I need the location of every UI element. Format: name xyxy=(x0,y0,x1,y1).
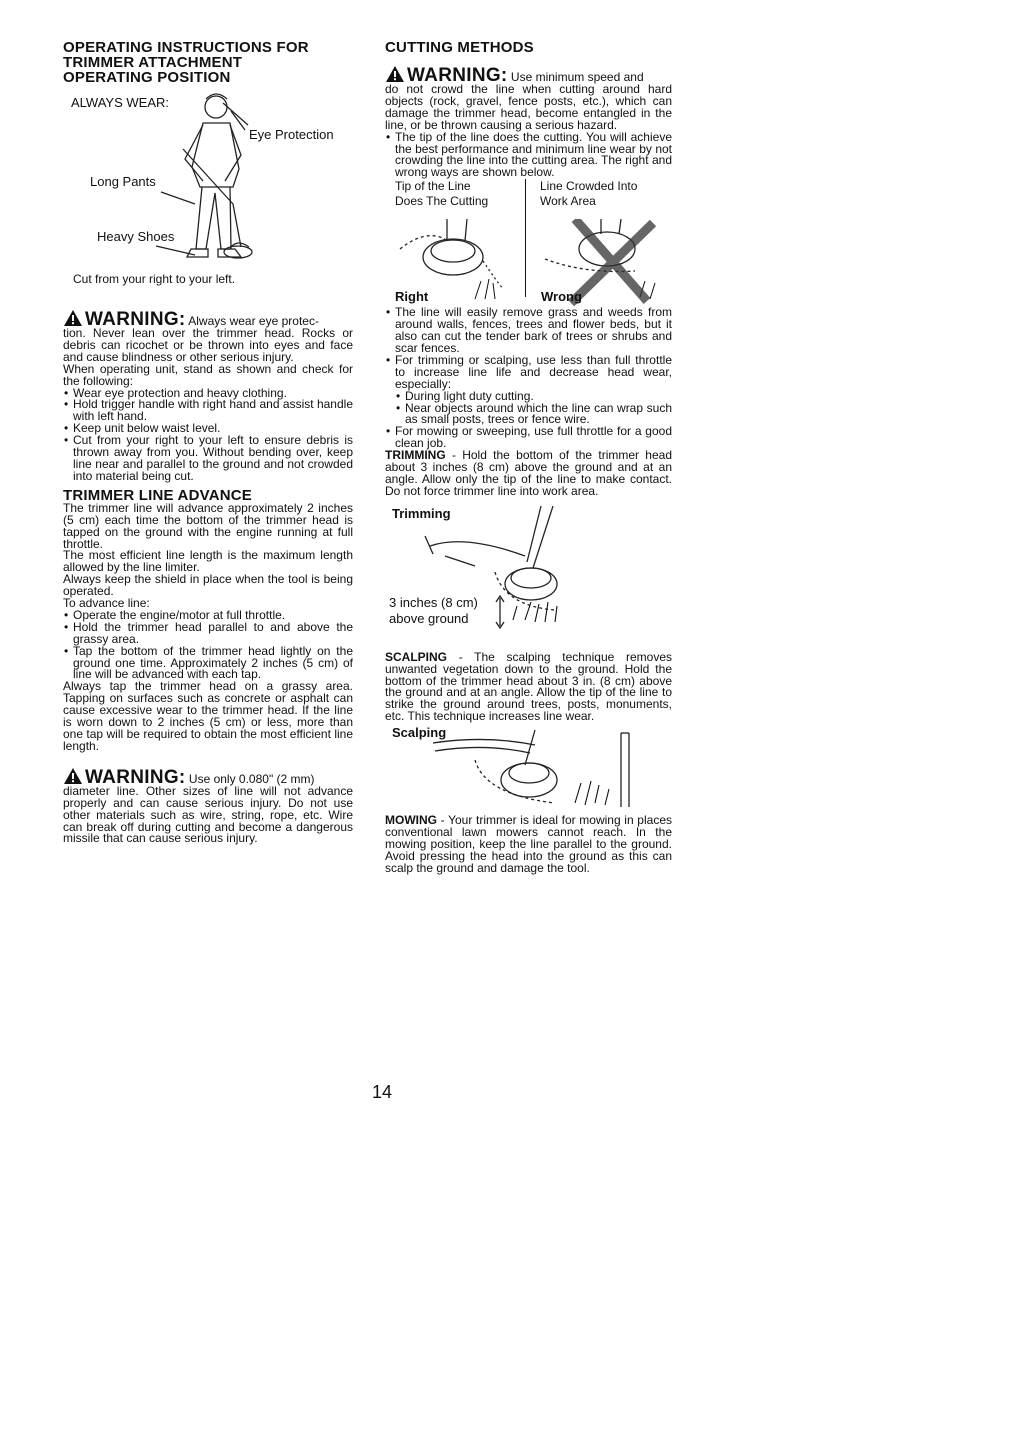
cutting-methods-heading: CUTTING METHODS xyxy=(385,39,534,56)
figure-caption: Cut from your right to your left. xyxy=(73,272,236,286)
warning-triangle-icon xyxy=(385,65,405,83)
trimming-figure xyxy=(385,506,672,646)
section-title-line-1: OPERATING INSTRUCTIONS FOR xyxy=(63,39,309,56)
operating-position-figure xyxy=(63,89,353,287)
line-advance-paragraph: To advance line: xyxy=(63,596,150,611)
list-item: • Operate the engine/motor at full throttle. xyxy=(63,610,353,622)
line-size-warning-block xyxy=(63,767,353,846)
scalping-term: SCALPING xyxy=(385,649,448,664)
line-advance-paragraph: The most efficient line length is the maximum length allowed by the line limiter. xyxy=(63,548,353,575)
list-item: • During light duty cutting. xyxy=(395,391,672,403)
warning-label: WARNING: xyxy=(407,65,508,86)
operating-checklist xyxy=(63,385,353,483)
list-item: • Hold trigger handle with right hand and assist handle with left hand. xyxy=(63,399,353,423)
warning-label: WARNING: xyxy=(85,766,186,788)
list-item: • For trimming or scalping, use less than full throttle to increase line life and decrease head wear, especially: xyxy=(385,355,672,391)
line-advance-steps xyxy=(63,607,353,682)
trimming-paragraph xyxy=(385,450,672,498)
warning-lead-text: Use only 0.080" (2 mm) xyxy=(188,771,315,786)
trimming-term: TRIMMING xyxy=(385,448,446,463)
list-item: • Cut from your right to your left to ensure debris is thrown away from you. Without bending over, keep line near and parallel to the ground and not crowded into material being cut. xyxy=(63,435,353,483)
warning-body: do not crowd the line when cutting around hard objects (rock, gravel, fence posts, etc.), which can damage the trimmer head, become entangled in the line, or be thrown causing a serious hazard. xyxy=(385,82,672,132)
mowing-bullet xyxy=(385,426,672,450)
long-pants-label: Long Pants xyxy=(90,174,156,189)
list-item: • Wear eye protection and heavy clothing. xyxy=(63,388,353,400)
right-wrong-figure xyxy=(385,219,672,307)
trimming-height-label-2: above ground xyxy=(389,610,469,626)
warning-lead-text: Always wear eye protec- xyxy=(188,314,319,328)
trimming-height-label-1: 3 inches (8 cm) xyxy=(389,594,478,610)
right-wrong-labels xyxy=(385,179,672,219)
mowing-paragraph xyxy=(385,815,672,875)
list-item: • For mowing or sweeping, use full throttle for a good clean job. xyxy=(385,426,672,450)
wrong-way-label-1: Line Crowded Into xyxy=(540,179,638,194)
cutting-bullets xyxy=(385,307,672,390)
operator-illustration xyxy=(63,89,353,287)
line-advance-paragraph: The trimmer line will advance approximately 2 inches (5 cm) each time the bottom of the trimmer head is tapped on the ground with the engine running at full throttle. xyxy=(63,500,353,551)
cutting-warning-block xyxy=(385,65,672,132)
warning-body: tion. Never lean over the trimmer head. Rocks or debris can ricochet or be thrown into eyes and face and cause blindness or other serious injury. xyxy=(63,326,353,364)
scalping-figure-title: Scalping xyxy=(392,725,447,741)
tip-bullet-list xyxy=(385,129,672,180)
trimming-figure-title: Trimming xyxy=(392,505,451,521)
mowing-text: - Your trimmer is ideal for mowing in places conventional lawn mowers cannot reach. In the mowing position, keep the line parallel to the ground. Avoid pressing the head into the ground as this can scalp the ground and damage the tool. xyxy=(385,813,672,875)
wrong-label: Wrong xyxy=(541,289,582,305)
list-item: • Near objects around which the line can wrap such as small posts, trees or fence wire. xyxy=(395,403,672,427)
heavy-shoes-label: Heavy Shoes xyxy=(97,229,175,244)
scalping-paragraph xyxy=(385,649,672,724)
scalping-text: - The scalping technique removes unwanted vegetation down to the ground. Hold the bottom of the trimmer head about 3 in. (8 cm) above the ground and at an angle. Allow the tip of the line to strike the ground around trees, posts, monuments, etc. This technique increases line wear. xyxy=(385,649,672,724)
right-label: Right xyxy=(395,289,429,305)
list-item: • Tap the bottom of the trimmer head lightly on the ground one time. Approximately 2 inches (5 cm) of line will be advanced with each tap. xyxy=(63,646,353,682)
section-title-line-3: OPERATING POSITION xyxy=(63,69,231,86)
warning-lead-text: Use minimum speed and xyxy=(510,70,644,84)
warning-body: diameter line. Other sizes of line will not advance properly and can cause serious injury. Do not use other materials such as wire, string, rope, etc. Wire can break off during cutting and become a dangerous missile that can cause serious injury. xyxy=(63,783,353,846)
always-wear-label: ALWAYS WEAR: xyxy=(71,95,169,110)
line-advance-paragraph: Always tap the trimmer head on a grassy area. Tapping on surfaces such as concrete or asphalt can cause excessive wear to the trimmer head. If the line is worn down to 2 inches (5 cm) or less, more than one tap will be required to obtain the most efficient line length. xyxy=(63,679,353,753)
eye-protection-label: Eye Protection xyxy=(249,127,334,142)
right-column xyxy=(385,40,672,875)
warning-triangle-icon xyxy=(63,309,83,327)
list-item: • Hold the trimmer head parallel to and above the grassy area. xyxy=(63,622,353,646)
eye-warning-block xyxy=(63,309,353,364)
trimming-text: - Hold the bottom of the trimmer head about 3 inches (8 cm) above the ground and at an angle. Allow only the tip of the line to make contact. Do not force trimmer line into work area. xyxy=(385,448,672,498)
checklist-intro: When operating unit, stand as shown and check for the following: xyxy=(63,361,353,388)
right-way-label-2: Does The Cutting xyxy=(395,194,489,209)
list-item: • The tip of the line does the cutting. You will achieve the best performance and minimum line wear by not crowding the line into the cutting area. The right and wrong ways are shown below. xyxy=(385,132,672,180)
page-number: 14 xyxy=(372,1082,393,1102)
left-column xyxy=(63,40,353,845)
section-title-line-2: TRIMMER ATTACHMENT xyxy=(63,54,243,71)
mowing-term: MOWING xyxy=(385,813,437,828)
list-item: • Keep unit below waist level. xyxy=(63,423,353,435)
scalping-figure xyxy=(385,725,672,815)
line-advance-heading: TRIMMER LINE ADVANCE xyxy=(63,486,252,504)
warning-triangle-icon xyxy=(63,767,83,785)
right-way-label-1: Tip of the Line xyxy=(395,179,471,194)
wrong-way-label-2: Work Area xyxy=(540,194,596,209)
scalping-illustration xyxy=(385,725,672,815)
line-advance-paragraph: Always keep the shield in place when the tool is being operated. xyxy=(63,572,353,599)
warning-label: WARNING: xyxy=(85,309,186,330)
throttle-subbullets xyxy=(385,388,672,427)
list-item: • The line will easily remove grass and weeds from around walls, fences, trees and flower beds, but it also can cut the tender bark of trees or shrubs and scar fences. xyxy=(385,307,672,355)
